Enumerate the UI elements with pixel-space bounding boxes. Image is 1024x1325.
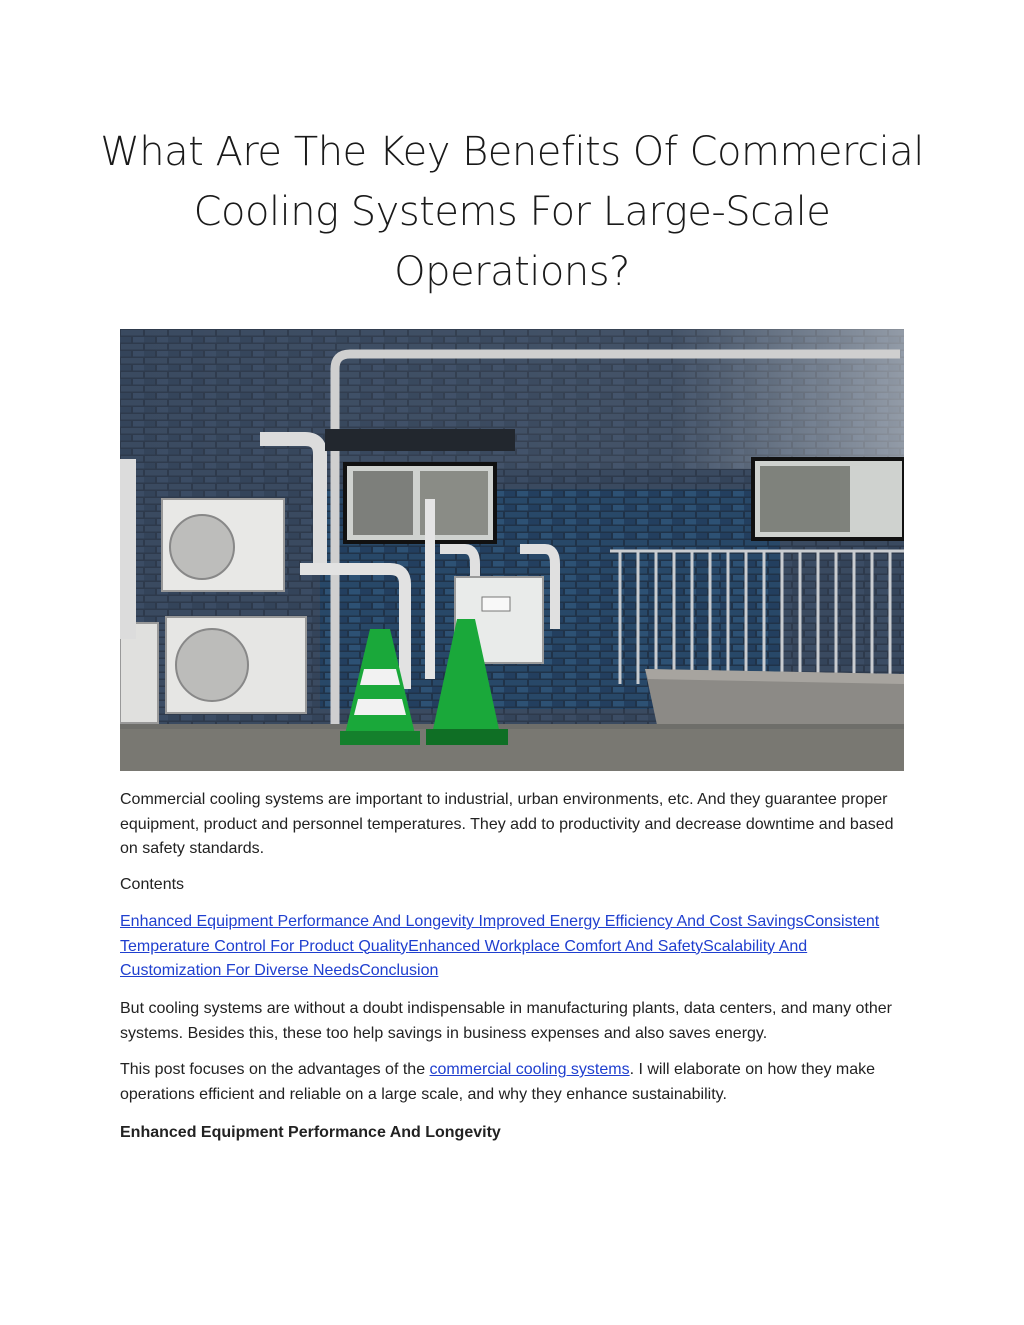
contents-label: Contents xyxy=(120,876,185,893)
para3-text-after: . I will elaborate on how they make operations efficient and reliable on a large scale, and why they enhance sustainability. xyxy=(120,1061,876,1103)
body-paragraph-3 xyxy=(120,1058,904,1107)
intro-paragraph: Commercial cooling systems are important to industrial, urban environments, etc. And they guarantee proper equipment, product and personnel temperatures. They add to productivity and decrease downtime and based on safety standards. xyxy=(120,791,894,857)
para3-text-before: This post focuses on the advantages of the xyxy=(120,1061,430,1078)
toc-link-scalability[interactable]: Scalability And Customization For Diverse Needs xyxy=(120,937,808,979)
toc-link-temperature-control[interactable]: Consistent Temperature Control For Product Quality xyxy=(120,913,880,955)
building-wall-photo-icon xyxy=(120,329,904,771)
toc-link-energy-efficiency[interactable]: Improved Energy Efficiency And Cost Savings xyxy=(478,913,804,930)
commercial-cooling-systems-link[interactable]: commercial cooling systems xyxy=(429,1061,630,1078)
toc-link-equipment-performance[interactable]: Enhanced Equipment Performance And Longevity xyxy=(120,913,479,930)
body-paragraph-2: But cooling systems are without a doubt indispensable in manufacturing plants, data centers, and many other systems. Besides this, these too help savings in business expenses and also saves energy. xyxy=(120,1000,893,1042)
table-of-contents xyxy=(120,910,904,984)
toc-link-conclusion[interactable]: Conclusion xyxy=(359,962,439,979)
hero-image xyxy=(120,329,904,771)
section-heading: Enhanced Equipment Performance And Longevity xyxy=(120,1124,501,1141)
page-title: What Are The Key Benefits Of Commercial Cooling Systems For Large-Scale Operations? xyxy=(100,129,924,295)
toc-link-workplace-comfort[interactable]: Enhanced Workplace Comfort And Safety xyxy=(408,937,704,955)
